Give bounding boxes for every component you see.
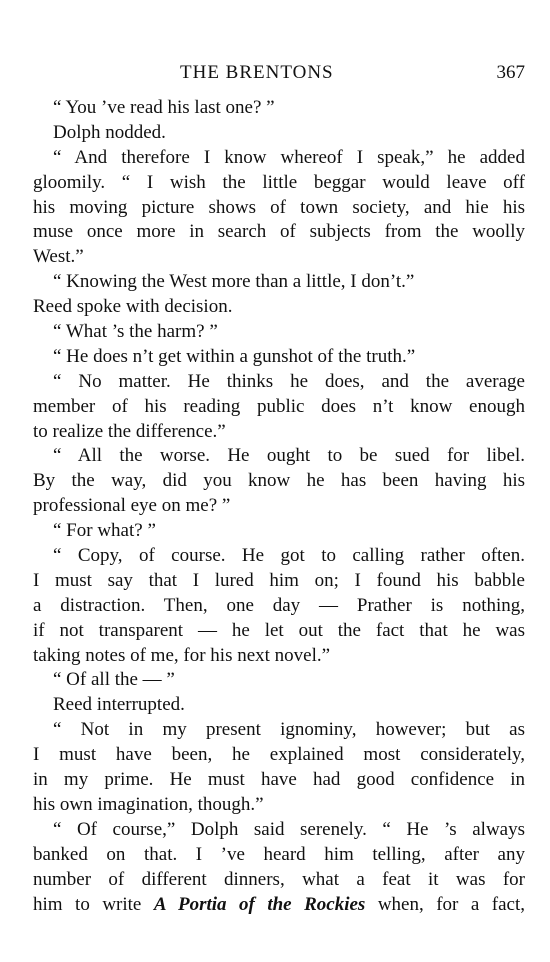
text-line: member of his reading public does n’t know enough — [33, 395, 525, 417]
text-line: a distraction. Then, one day — Prather is nothing, — [33, 594, 525, 616]
text-line: “ No matter. He thinks he does, and the average — [53, 370, 525, 392]
running-head — [33, 62, 525, 90]
text-line: taking notes of me, for his next novel.” — [33, 644, 331, 666]
text-line: muse once more in search of subjects from the woolly — [33, 221, 525, 243]
text-line: “ You ’ve read his last one? ” — [53, 97, 275, 118]
text-line: “ All the worse. He ought to be sued for libel. — [53, 445, 525, 467]
text-line: Reed spoke with decision. — [33, 296, 233, 318]
text-line: Reed interrupted. — [53, 694, 185, 716]
text-line: “ Copy, of course. He got to calling rather often. — [53, 545, 525, 567]
text-line: Dolph nodded. — [53, 121, 166, 143]
text-line: “ For what? ” — [53, 520, 156, 542]
text-line: his moving picture shows of town society, and hie his — [33, 196, 525, 218]
text-line: I must say that I lured him on; I found his babble — [33, 569, 525, 591]
text-line-with-title — [33, 893, 525, 918]
text-after-title: when, for a fact, — [365, 893, 525, 915]
text-line: banked on that. I ’ve heard him telling, after any — [33, 843, 525, 865]
text-line: “ And therefore I know whereof I speak,” he added — [53, 146, 525, 168]
text-line: number of different dinners, what a feat it was for — [33, 868, 525, 890]
text-line: “ What ’s the harm? ” — [53, 321, 218, 343]
text-line: West.” — [33, 246, 84, 268]
text-line: I must have been, he explained most considerately, — [33, 744, 525, 766]
text-line: By the way, did you know he has been having his — [33, 470, 525, 492]
text-line: “ Of all the — ” — [53, 669, 175, 691]
text-line: “ He does n’t get within a gunshot of the truth.” — [53, 345, 416, 367]
text-before-title: him to write — [33, 893, 154, 915]
text-line: to realize the difference.” — [33, 420, 226, 442]
text-line: “ Knowing the West more than a little, I don’t.” — [53, 271, 415, 293]
text-line: professional eye on me? ” — [33, 495, 231, 517]
body-text — [33, 96, 525, 917]
text-line: gloomily. “ I wish the little beggar would leave off — [33, 171, 525, 193]
text-line: “ Of course,” Dolph said serenely. “ He ’s always — [53, 818, 525, 840]
running-title: THE BRENTONS — [180, 62, 334, 83]
text-line: his own imagination, though.” — [33, 793, 264, 815]
text-line: in my prime. He must have had good confidence in — [33, 769, 525, 791]
text-line: “ Not in my present ignominy, however; but as — [53, 719, 525, 741]
book-title: A Portia of the Rockies — [153, 893, 366, 915]
text-line: if not transparent — he let out the fact that he was — [33, 619, 525, 641]
page-number: 367 — [496, 62, 525, 83]
